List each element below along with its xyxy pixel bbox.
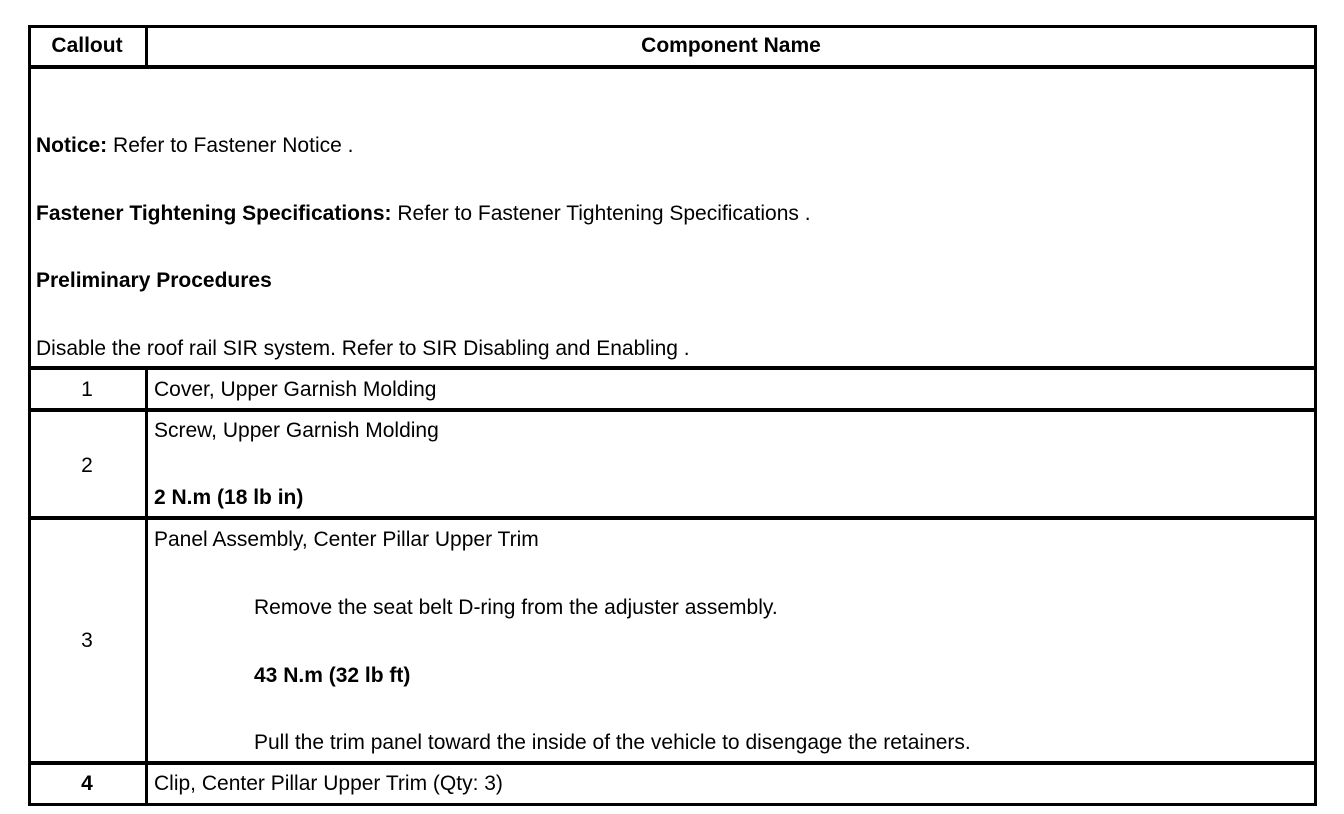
component-table <box>28 25 1317 806</box>
table-border-bottom <box>28 803 1317 806</box>
header-separator <box>28 65 1317 69</box>
callout-1: 1 <box>81 378 93 401</box>
preliminary-heading: Preliminary Procedures <box>36 269 272 292</box>
table-border-right <box>1314 25 1317 806</box>
fastener-spec-label: Fastener Tightening Specifications: <box>36 202 392 225</box>
notice-label: Notice: <box>36 134 108 157</box>
row2-separator <box>28 516 1317 520</box>
column-separator-rows <box>145 366 148 806</box>
procedure-step-pull-trim-panel: Pull the trim panel toward the inside of the vehicle to disengage the retainers. <box>254 731 971 754</box>
notice-line <box>36 134 353 158</box>
torque-spec-3: 43 N.m (32 lb ft) <box>254 664 411 687</box>
component-name-1: Cover, Upper Garnish Molding <box>154 378 437 401</box>
callout-2: 2 <box>81 454 93 477</box>
table-border-left <box>28 25 31 806</box>
procedure-step-remove-d-ring: Remove the seat belt D-ring from the adjuster assembly. <box>254 596 778 619</box>
component-name-2: Screw, Upper Garnish Molding <box>154 419 439 442</box>
callout-header: Callout <box>51 34 123 57</box>
row1-separator <box>28 408 1317 412</box>
callout-3: 3 <box>81 629 93 652</box>
component-name-header: Component Name <box>641 34 821 57</box>
intro-separator <box>28 366 1317 370</box>
preliminary-text: Disable the roof rail SIR system. Refer to SIR Disabling and Enabling . <box>36 337 690 360</box>
component-name-3: Panel Assembly, Center Pillar Upper Trim <box>154 528 539 551</box>
torque-spec-2: 2 N.m (18 lb in) <box>154 486 304 509</box>
table-border-top <box>28 25 1317 28</box>
fastener-spec-line <box>36 202 811 226</box>
row3-separator <box>28 761 1317 765</box>
callout-4: 4 <box>81 772 93 795</box>
component-name-4: Clip, Center Pillar Upper Trim (Qty: 3) <box>154 772 503 795</box>
fastener-spec-text: Refer to Fastener Tightening Specifications . <box>391 202 811 225</box>
notice-text: Refer to Fastener Notice . <box>107 134 354 157</box>
